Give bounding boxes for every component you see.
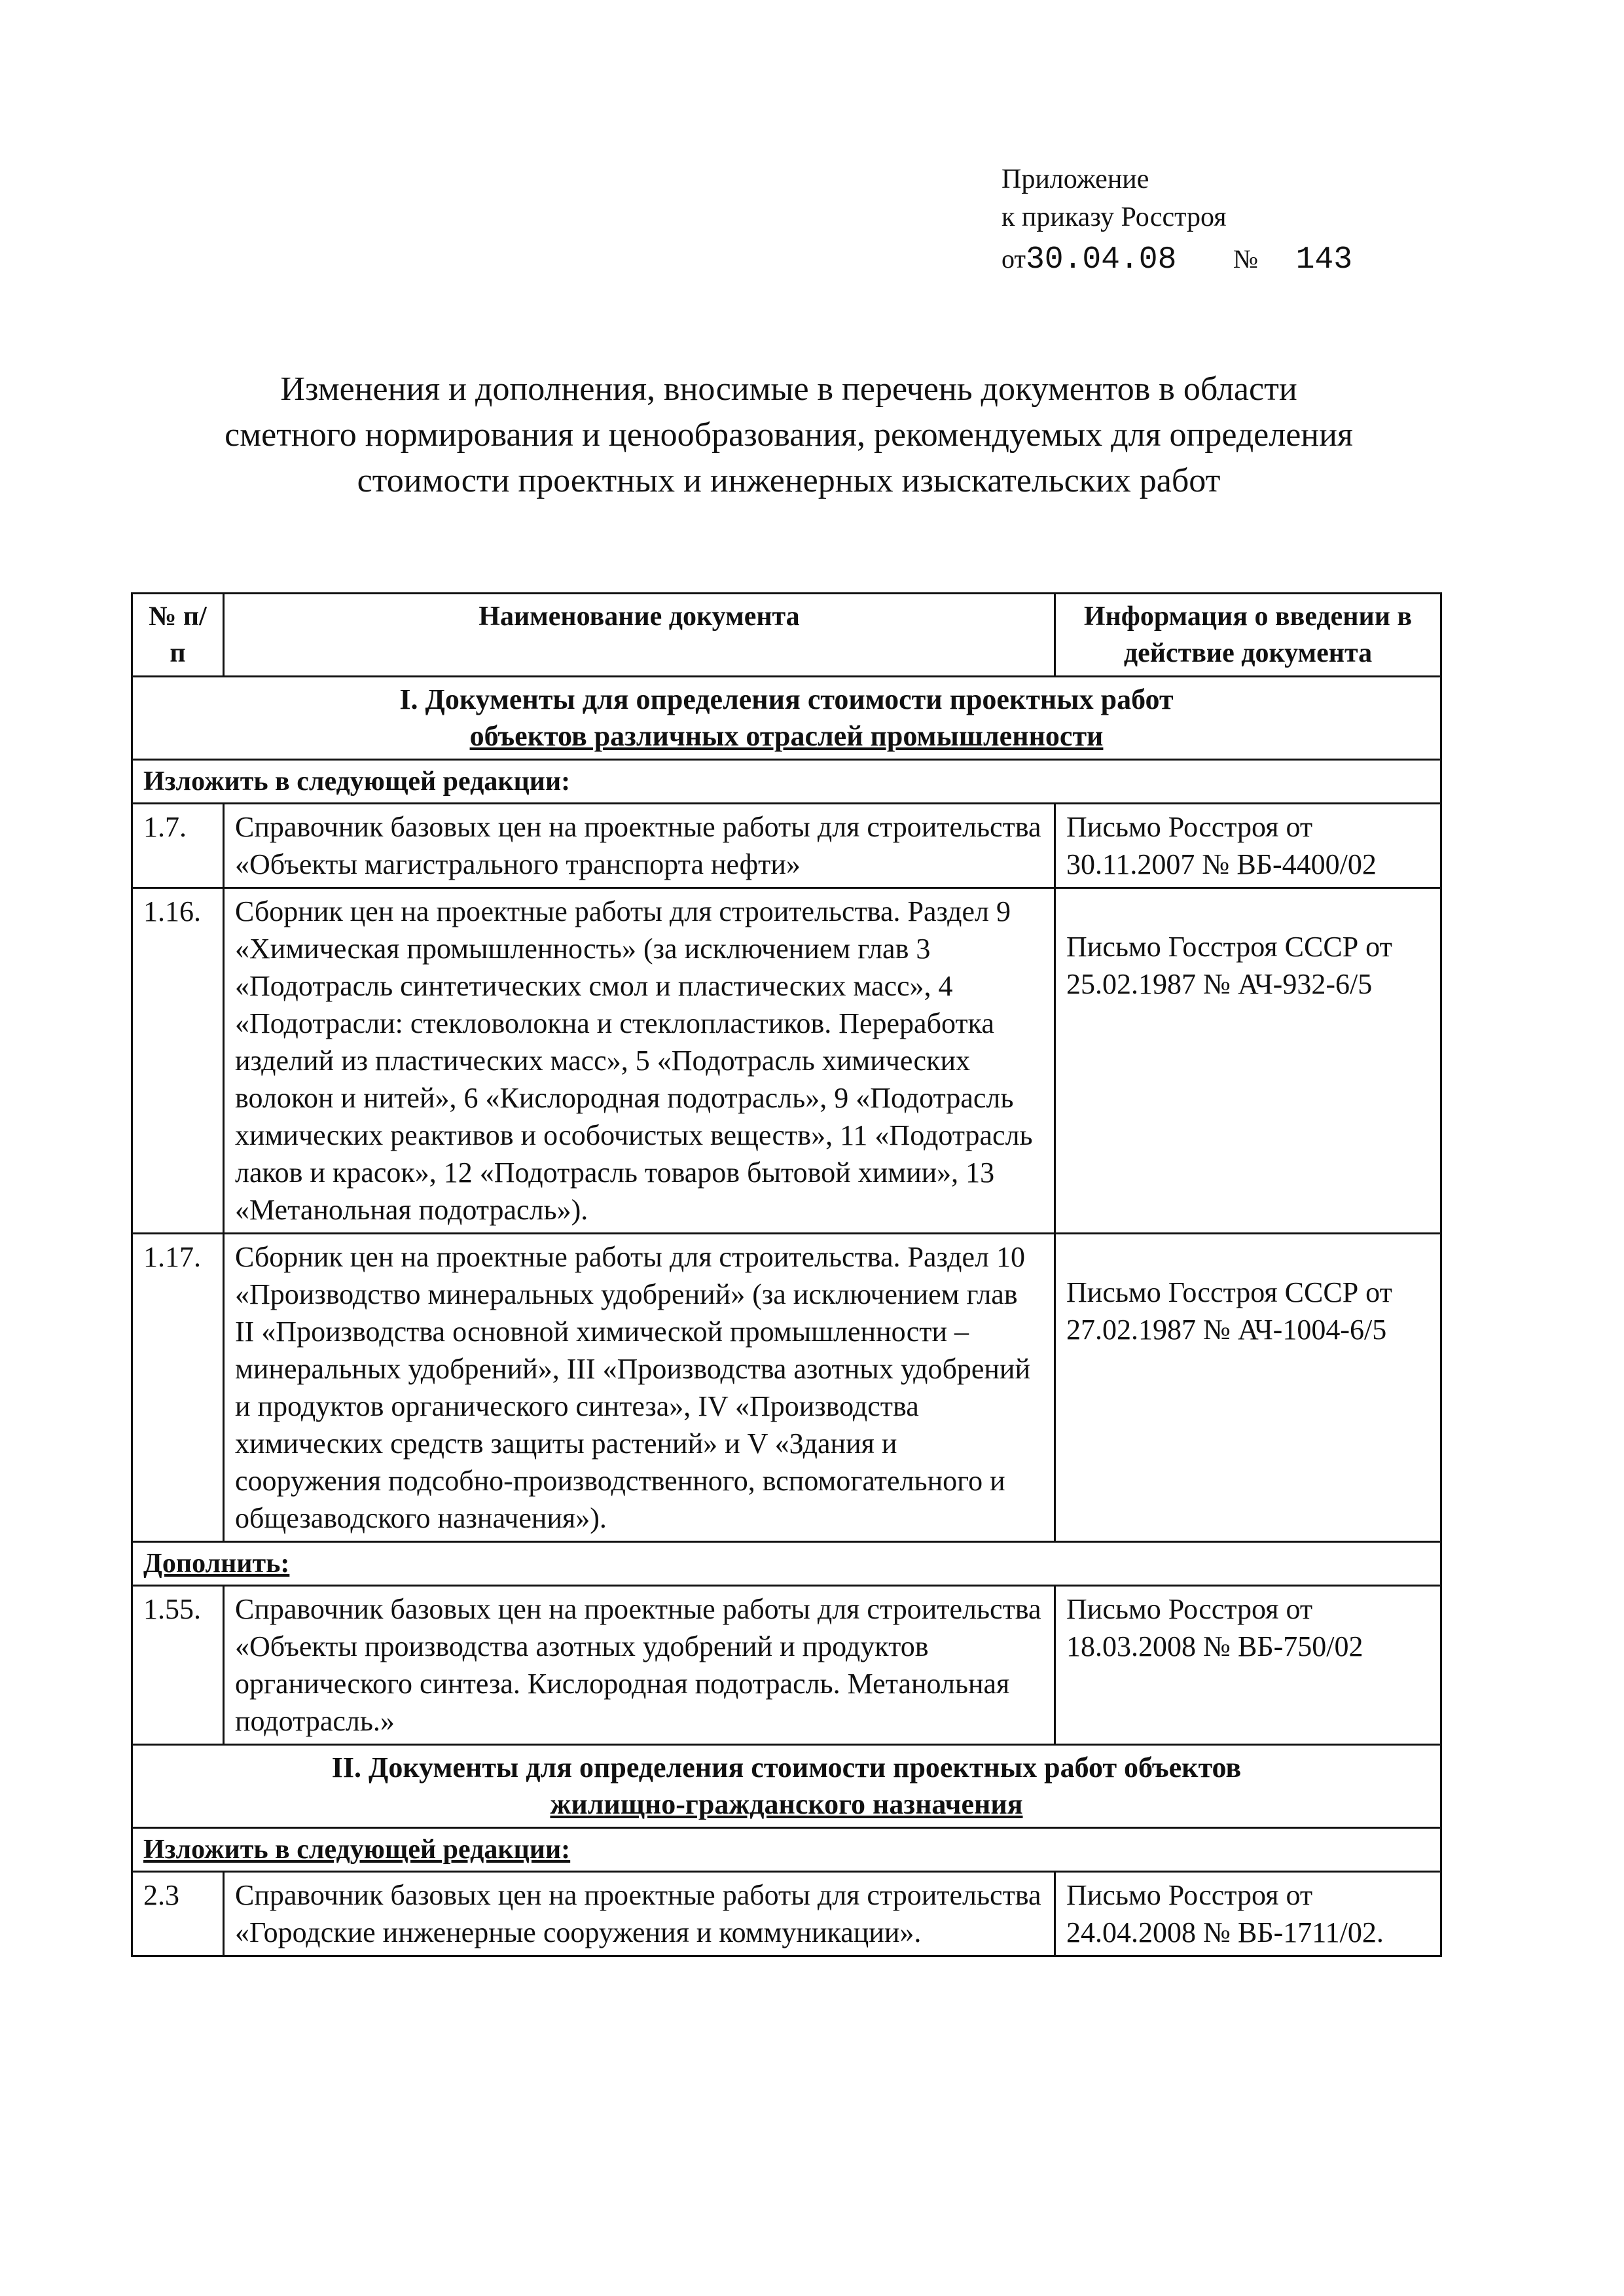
section-2-heading-row (132, 1745, 1441, 1828)
section-2-instruction-row (132, 1828, 1441, 1872)
row-number: 2.3 (132, 1872, 224, 1956)
header-document-name: Наименование документа (224, 594, 1055, 677)
order-number: 143 (1295, 242, 1353, 278)
section-2-heading (132, 1745, 1441, 1828)
row-info: Письмо Росстроя от 24.04.2008 № ВБ-1711/02. (1055, 1872, 1441, 1956)
row-info: Письмо Госстроя СССР от 25.02.1987 № АЧ-932-6/5 (1055, 888, 1441, 1234)
row-document-name: Справочник базовых цен на проектные работы для строительства «Объекты магистрального транспорта нефти» (224, 804, 1055, 888)
header-info: Информация о введении в действие документа (1055, 594, 1441, 677)
section-1-instruction: Изложить в следующей редакции: (132, 760, 1441, 804)
date-prefix: от (1001, 244, 1026, 274)
section-1-line-2: объектов различных отраслей промышленности (469, 720, 1104, 752)
appendix-order-ref: к приказу Росстроя (1001, 202, 1227, 232)
row-info: Письмо Росстроя от 30.11.2007 № ВБ-4400/02 (1055, 804, 1441, 888)
title-line-2: сметного нормирования и ценообразования, рекомендуемых для определения (225, 416, 1353, 454)
section-2-line-1: II. Документы для определения стоимости проектных работ объектов (331, 1751, 1242, 1784)
header-number: № п/п (132, 594, 224, 677)
appendix-date-number (1001, 240, 1460, 279)
table-row (132, 804, 1441, 888)
section-1-instruction-2-row (132, 1542, 1441, 1586)
documents-table (131, 592, 1442, 1957)
appendix-block (1001, 160, 1460, 279)
table-header-row (132, 594, 1441, 677)
row-document-name: Сборник цен на проектные работы для строительства. Раздел 10 «Производство минеральных удобрений» (за исключением глав II «Производства основной химической промышленности – минеральных удобрений», III «Производства азотных удобрений и продуктов органического синтеза», IV «Производства химических средств защиты растений» и V «Здания и сооружения подсобно-производственного, вспомогательного и общезаводского назначения»). (224, 1234, 1055, 1542)
row-document-name: Сборник цен на проектные работы для строительства. Раздел 9 «Химическая промышленность» (за исключением глав 3 «Подотрасль синтетических смол и пластических масс», 4 «Подотрасли: стекловолокна и стеклопластиков. Переработка изделий из пластических масс», 5 «Подотрасль химических волокон и нитей», 6 «Кислородная подотрасль», 9 «Подотрасль химических реактивов и особочистых веществ», 11 «Подотрасль лаков и красок», 12 «Подотрасль товаров бытовой химии», 13 «Метанольная подотрасль»). (224, 888, 1055, 1234)
table-row (132, 1586, 1441, 1745)
section-1-line-1: I. Документы для определения стоимости проектных работ (399, 683, 1174, 715)
section-1-heading-row (132, 677, 1441, 760)
table-row (132, 1234, 1441, 1542)
row-info: Письмо Росстроя от 18.03.2008 № ВБ-750/02 (1055, 1586, 1441, 1745)
row-document-name: Справочник базовых цен на проектные работы для строительства «Объекты производства азотных удобрений и продуктов органического синтеза. Кислородная подотрасль. Метанольная подотрасль.» (224, 1586, 1055, 1745)
document-title (124, 367, 1453, 504)
row-document-name: Справочник базовых цен на проектные работы для строительства «Городские инженерные сооружения и коммуникации». (224, 1872, 1055, 1956)
section-1-heading (132, 677, 1441, 760)
row-number: 1.16. (132, 888, 224, 1234)
section-2-line-2: жилищно-гражданского назначения (550, 1788, 1023, 1820)
row-info: Письмо Госстроя СССР от 27.02.1987 № АЧ-1004-6/5 (1055, 1234, 1441, 1542)
section-1-instruction-2: Дополнить: (132, 1542, 1441, 1586)
table-row (132, 1872, 1441, 1956)
row-number: 1.17. (132, 1234, 224, 1542)
title-line-1: Изменения и дополнения, вносимые в перечень документов в области (280, 370, 1297, 408)
table-row (132, 888, 1441, 1234)
section-2-instruction: Изложить в следующей редакции: (132, 1828, 1441, 1872)
row-number: 1.55. (132, 1586, 224, 1745)
title-line-3: стоимости проектных и инженерных изыскательских работ (357, 462, 1221, 499)
number-label: № (1233, 244, 1258, 274)
appendix-label: Приложение (1001, 164, 1149, 194)
row-number: 1.7. (132, 804, 224, 888)
order-date: 30.04.08 (1025, 242, 1177, 278)
section-1-instruction-row (132, 760, 1441, 804)
